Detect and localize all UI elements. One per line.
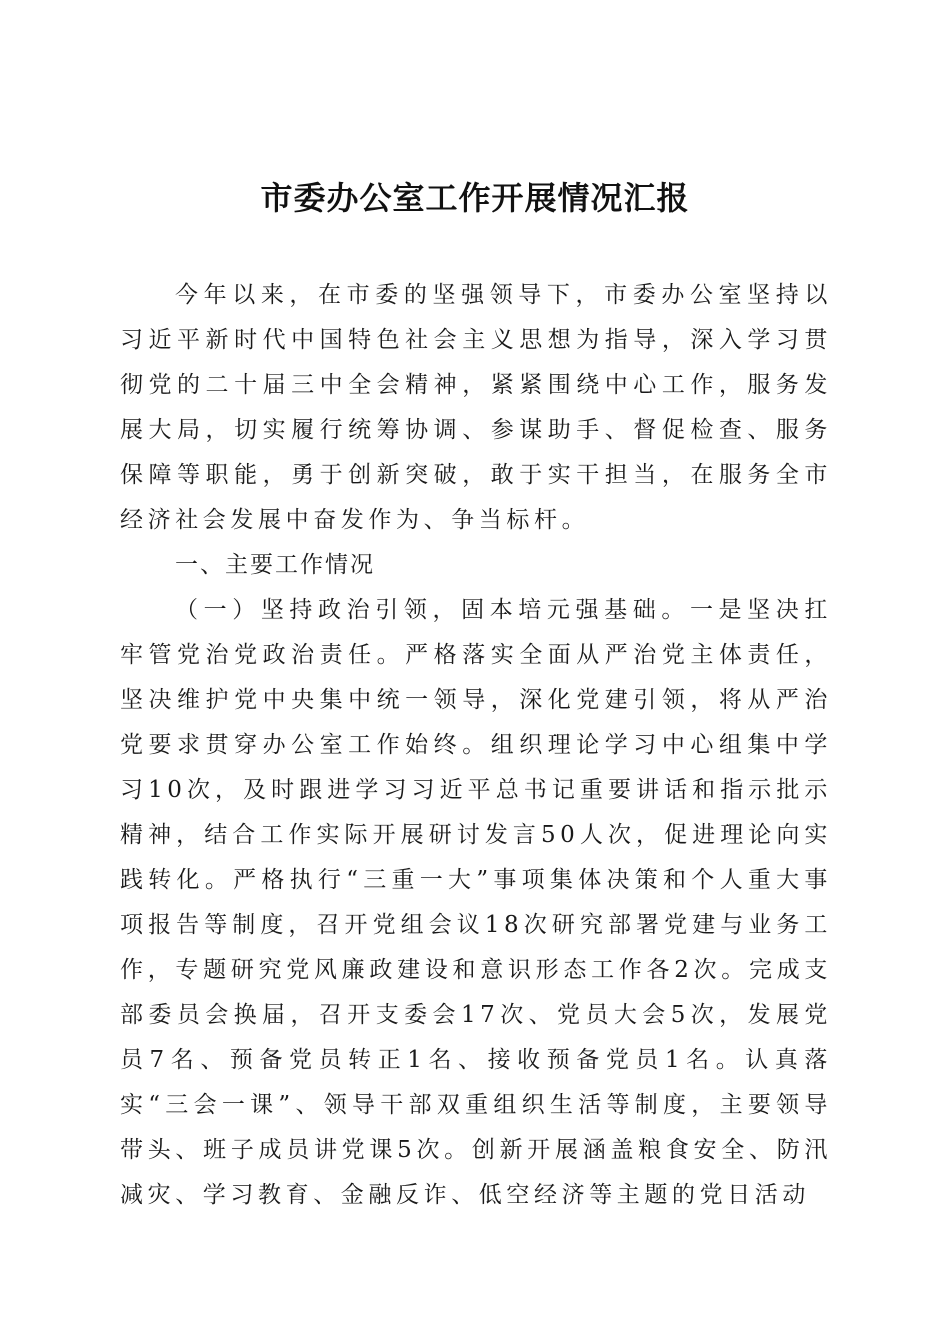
subsection-paragraph [120, 588, 832, 1218]
subsection-body: 一是坚决扛牢管党治党政治责任。严格落实全面从严治党主体责任，坚决维护党中央集中统一领导，深化党建引领，将从严治党要求贯穿办公室工作始终。组织理论学习中心组集中学习10次，及时跟进学习习近平总书记重要讲话和指示批示精神，结合工作实际开展研讨发言50人次，促进理论向实践转化。严格执行“三重一大”事项集体决策和个人重大事项报告等制度，召开党组会议18次研究部署党建与业务工作，专题研究党风廉政建设和意识形态工作各2次。完成支部委员会换届，召开支委会17次、党员大会5次，发展党员7名、预备党员转正1名、接收预备党员1名。认真落实“三会一课”、领导干部双重组织生活等制度，主要领导带头、班子成员讲党课5次。创新开展涵盖粮食安全、防汛减灾、学习教育、金融反诈、低空经济等主题的党日活动 [120, 597, 832, 1208]
document-title: 市委办公室工作开展情况汇报 [260, 179, 690, 217]
subsection-heading: （一）坚持政治引领，固本培元强基础。 [175, 597, 690, 623]
section-heading: 一、主要工作情况 [175, 552, 375, 578]
intro-paragraph: 今年以来，在市委的坚强领导下，市委办公室坚持以习近平新时代中国特色社会主义思想为指导，深入学习贯彻党的二十届三中全会精神，紧紧围绕中心工作，服务发展大局，切实履行统筹协调、参谋助手、督促检查、服务保障等职能，勇于创新突破，敢于实干担当，在服务全市经济社会发展中奋发作为、争当标杆。 [120, 282, 832, 533]
document-body [120, 273, 832, 1218]
